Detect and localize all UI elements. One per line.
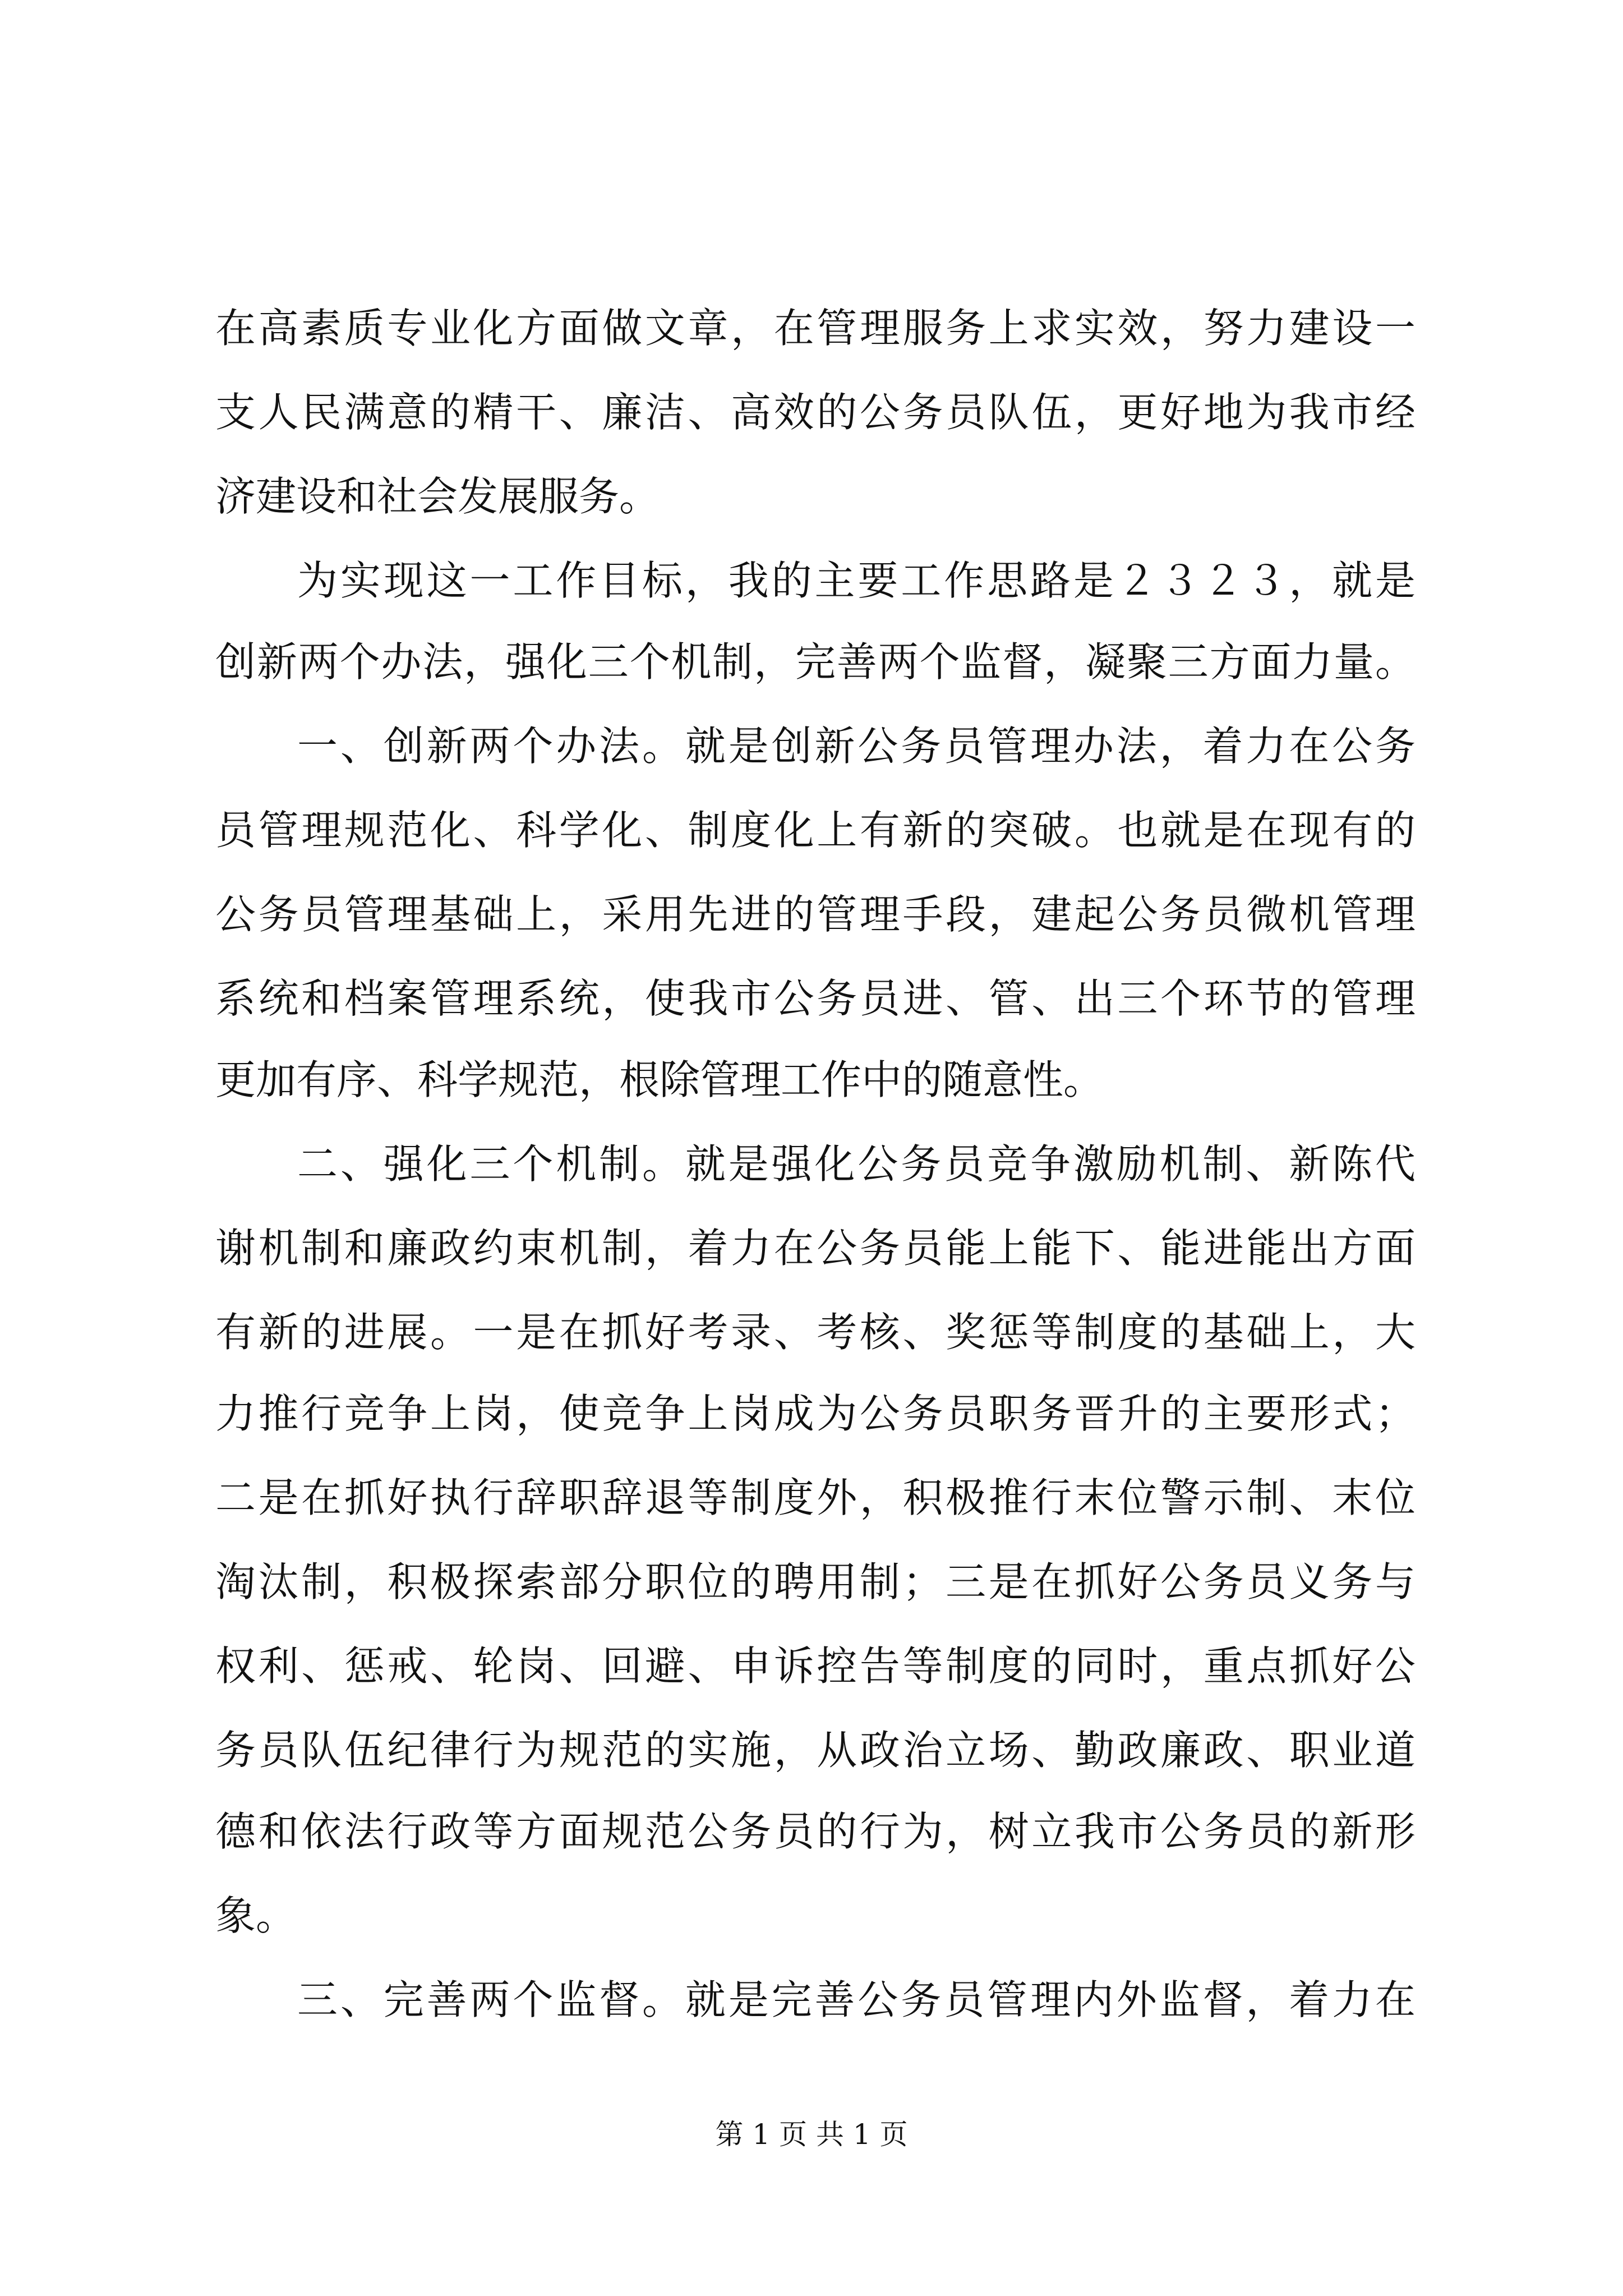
text-line: 权利、惩戒、轮岗、回避、申诉控告等制度的同时，重点抓好公 [215, 1642, 1415, 1690]
text-line: 力推行竞争上岗，使竞争上岗成为公务员职务晋升的主要形式； [215, 1390, 1415, 1437]
text-line: 象。 [215, 1892, 297, 1939]
text-line: 更加有序、科学规范，根除管理工作中的随意性。 [215, 1056, 1104, 1103]
page-number-footer: 第 1 页 共 1 页 [715, 2118, 908, 2151]
text-line: 一、创新两个办法。就是创新公务员管理办法，着力在公务 [297, 723, 1415, 770]
text-line: 务员队伍纪律行为规范的实施，从政治立场、勤政廉政、职业道 [215, 1727, 1415, 1774]
text-line: 公务员管理基础上，采用先进的管理手段，建起公务员微机管理 [215, 891, 1415, 938]
text-line: 济建设和社会发展服务。 [215, 473, 660, 520]
text-line: 二、强化三个机制。就是强化公务员竞争激励机制、新陈代 [297, 1140, 1415, 1188]
text-line: 德和依法行政等方面规范公务员的行为，树立我市公务员的新形 [215, 1808, 1415, 1855]
text-line: 员管理规范化、科学化、制度化上有新的突破。也就是在现有的 [215, 807, 1415, 854]
text-line: 系统和档案管理系统，使我市公务员进、管、出三个环节的管理 [215, 975, 1415, 1022]
text-line: 创新两个办法，强化三个机制，完善两个监督，凝聚三方面力量。 [215, 638, 1415, 685]
text-line: 有新的进展。一是在抓好考录、考核、奖惩等制度的基础上，大 [215, 1309, 1415, 1356]
text-line: 支人民满意的精干、廉洁、高效的公务员队伍，更好地为我市经 [215, 389, 1415, 436]
text-line: 二是在抓好执行辞职辞退等制度外，积极推行末位警示制、末位 [215, 1474, 1415, 1521]
text-line: 为实现这一工作目标，我的主要工作思路是２３２３，就是 [297, 557, 1415, 604]
text-line: 淘汰制，积极探索部分职位的聘用制；三是在抓好公务员义务与 [215, 1558, 1415, 1605]
text-line: 在高素质专业化方面做文章，在管理服务上求实效，努力建设一 [215, 305, 1415, 352]
text-line: 谢机制和廉政约束机制，着力在公务员能上能下、能进能出方面 [215, 1225, 1415, 1272]
text-line: 三、完善两个监督。就是完善公务员管理内外监督，着力在 [297, 1976, 1415, 2023]
